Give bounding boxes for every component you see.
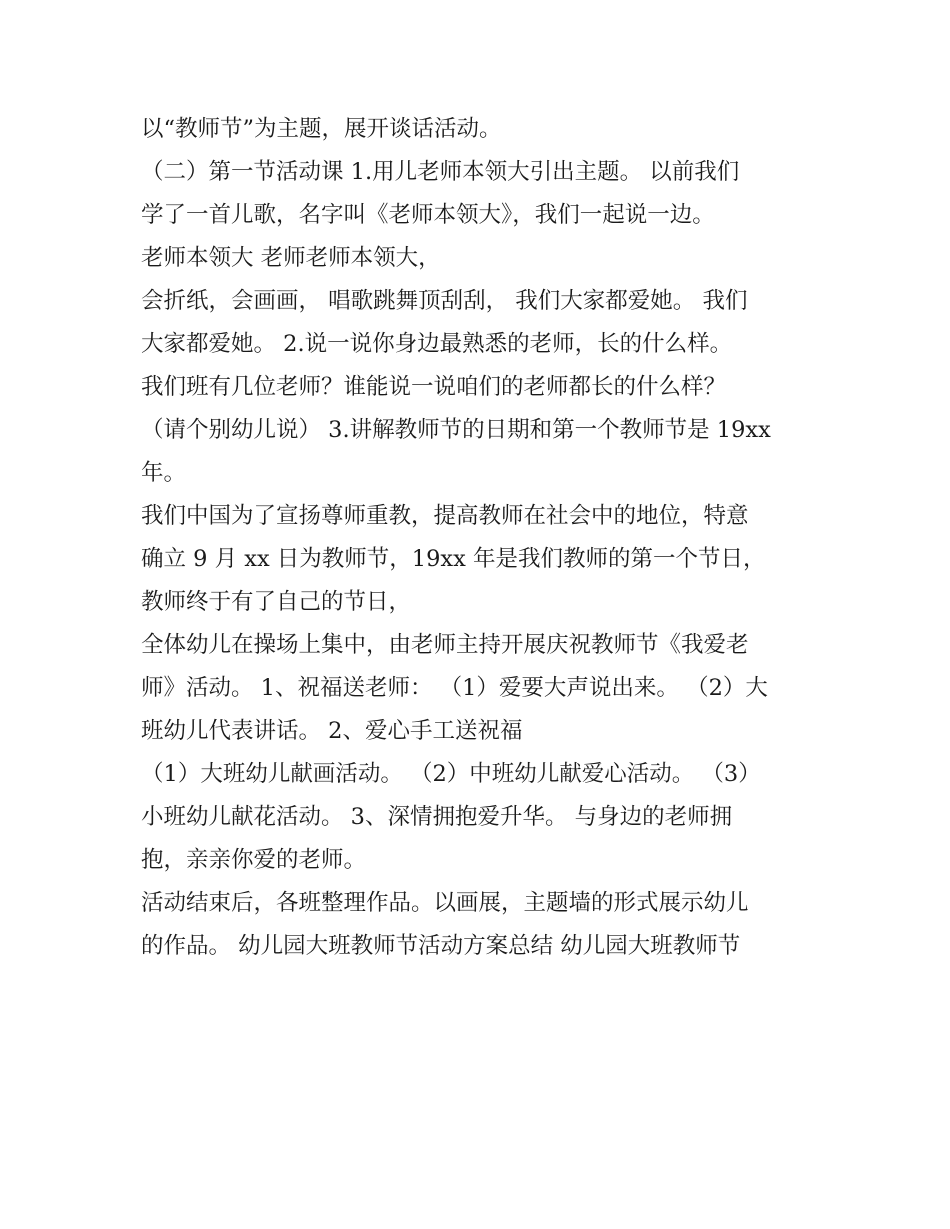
text-line: 以“教师节”为主题，展开谈话活动。 [141, 116, 502, 142]
text-line: 大家都爱她。 2.说一说你身边最熟悉的老师，长的什么样。 [141, 331, 733, 357]
text-line: 小班幼儿献花活动。 3、深情拥抱爱升华。 与身边的老师拥 [141, 804, 733, 830]
text-line: 活动结束后，各班整理作品。以画展，主题墙的形式展示幼儿 [141, 890, 749, 916]
text-line: 的作品。 幼儿园大班教师节活动方案总结 幼儿园大班教师节 [141, 933, 741, 959]
text-line: 会折纸，会画画， 唱歌跳舞顶刮刮， 我们大家都爱她。 我们 [141, 288, 748, 314]
text-line: 学了一首儿歌，名字叫《老师本领大》，我们一起说一边。 [141, 202, 715, 228]
text-line: 我们班有几位老师？谁能说一说咱们的老师都长的什么样？ [141, 374, 727, 400]
text-line: 教师终于有了自己的节日， [141, 589, 412, 615]
text-line: （二）第一节活动课 1.用儿老师本领大引出主题。 以前我们 [141, 159, 740, 185]
text-line: （请个别幼儿说） 3.讲解教师节的日期和第一个教师节是 19xx [141, 417, 771, 443]
text-line: 年。 [141, 460, 187, 486]
document-body [141, 108, 821, 968]
text-line: 班幼儿代表讲话。 2、爱心手工送祝福 [141, 718, 523, 744]
text-line: 我们中国为了宣扬尊师重教，提高教师在社会中的地位，特意 [141, 503, 749, 529]
text-line: （1）大班幼儿献画活动。 （2）中班幼儿献爱心活动。 （3） [141, 761, 761, 787]
text-line: 抱，亲亲你爱的老师。 [141, 847, 367, 873]
text-line: 全体幼儿在操场上集中，由老师主持开展庆祝教师节《我爱老 [141, 632, 749, 658]
text-line: 师》活动。 1、祝福送老师： （1）爱要大声说出来。 （2）大 [141, 675, 768, 701]
text-line: 确立 9 月 xx 日为教师节，19xx 年是我们教师的第一个节日， [141, 546, 766, 572]
text-line: 老师本领大 老师老师本领大， [141, 245, 441, 271]
